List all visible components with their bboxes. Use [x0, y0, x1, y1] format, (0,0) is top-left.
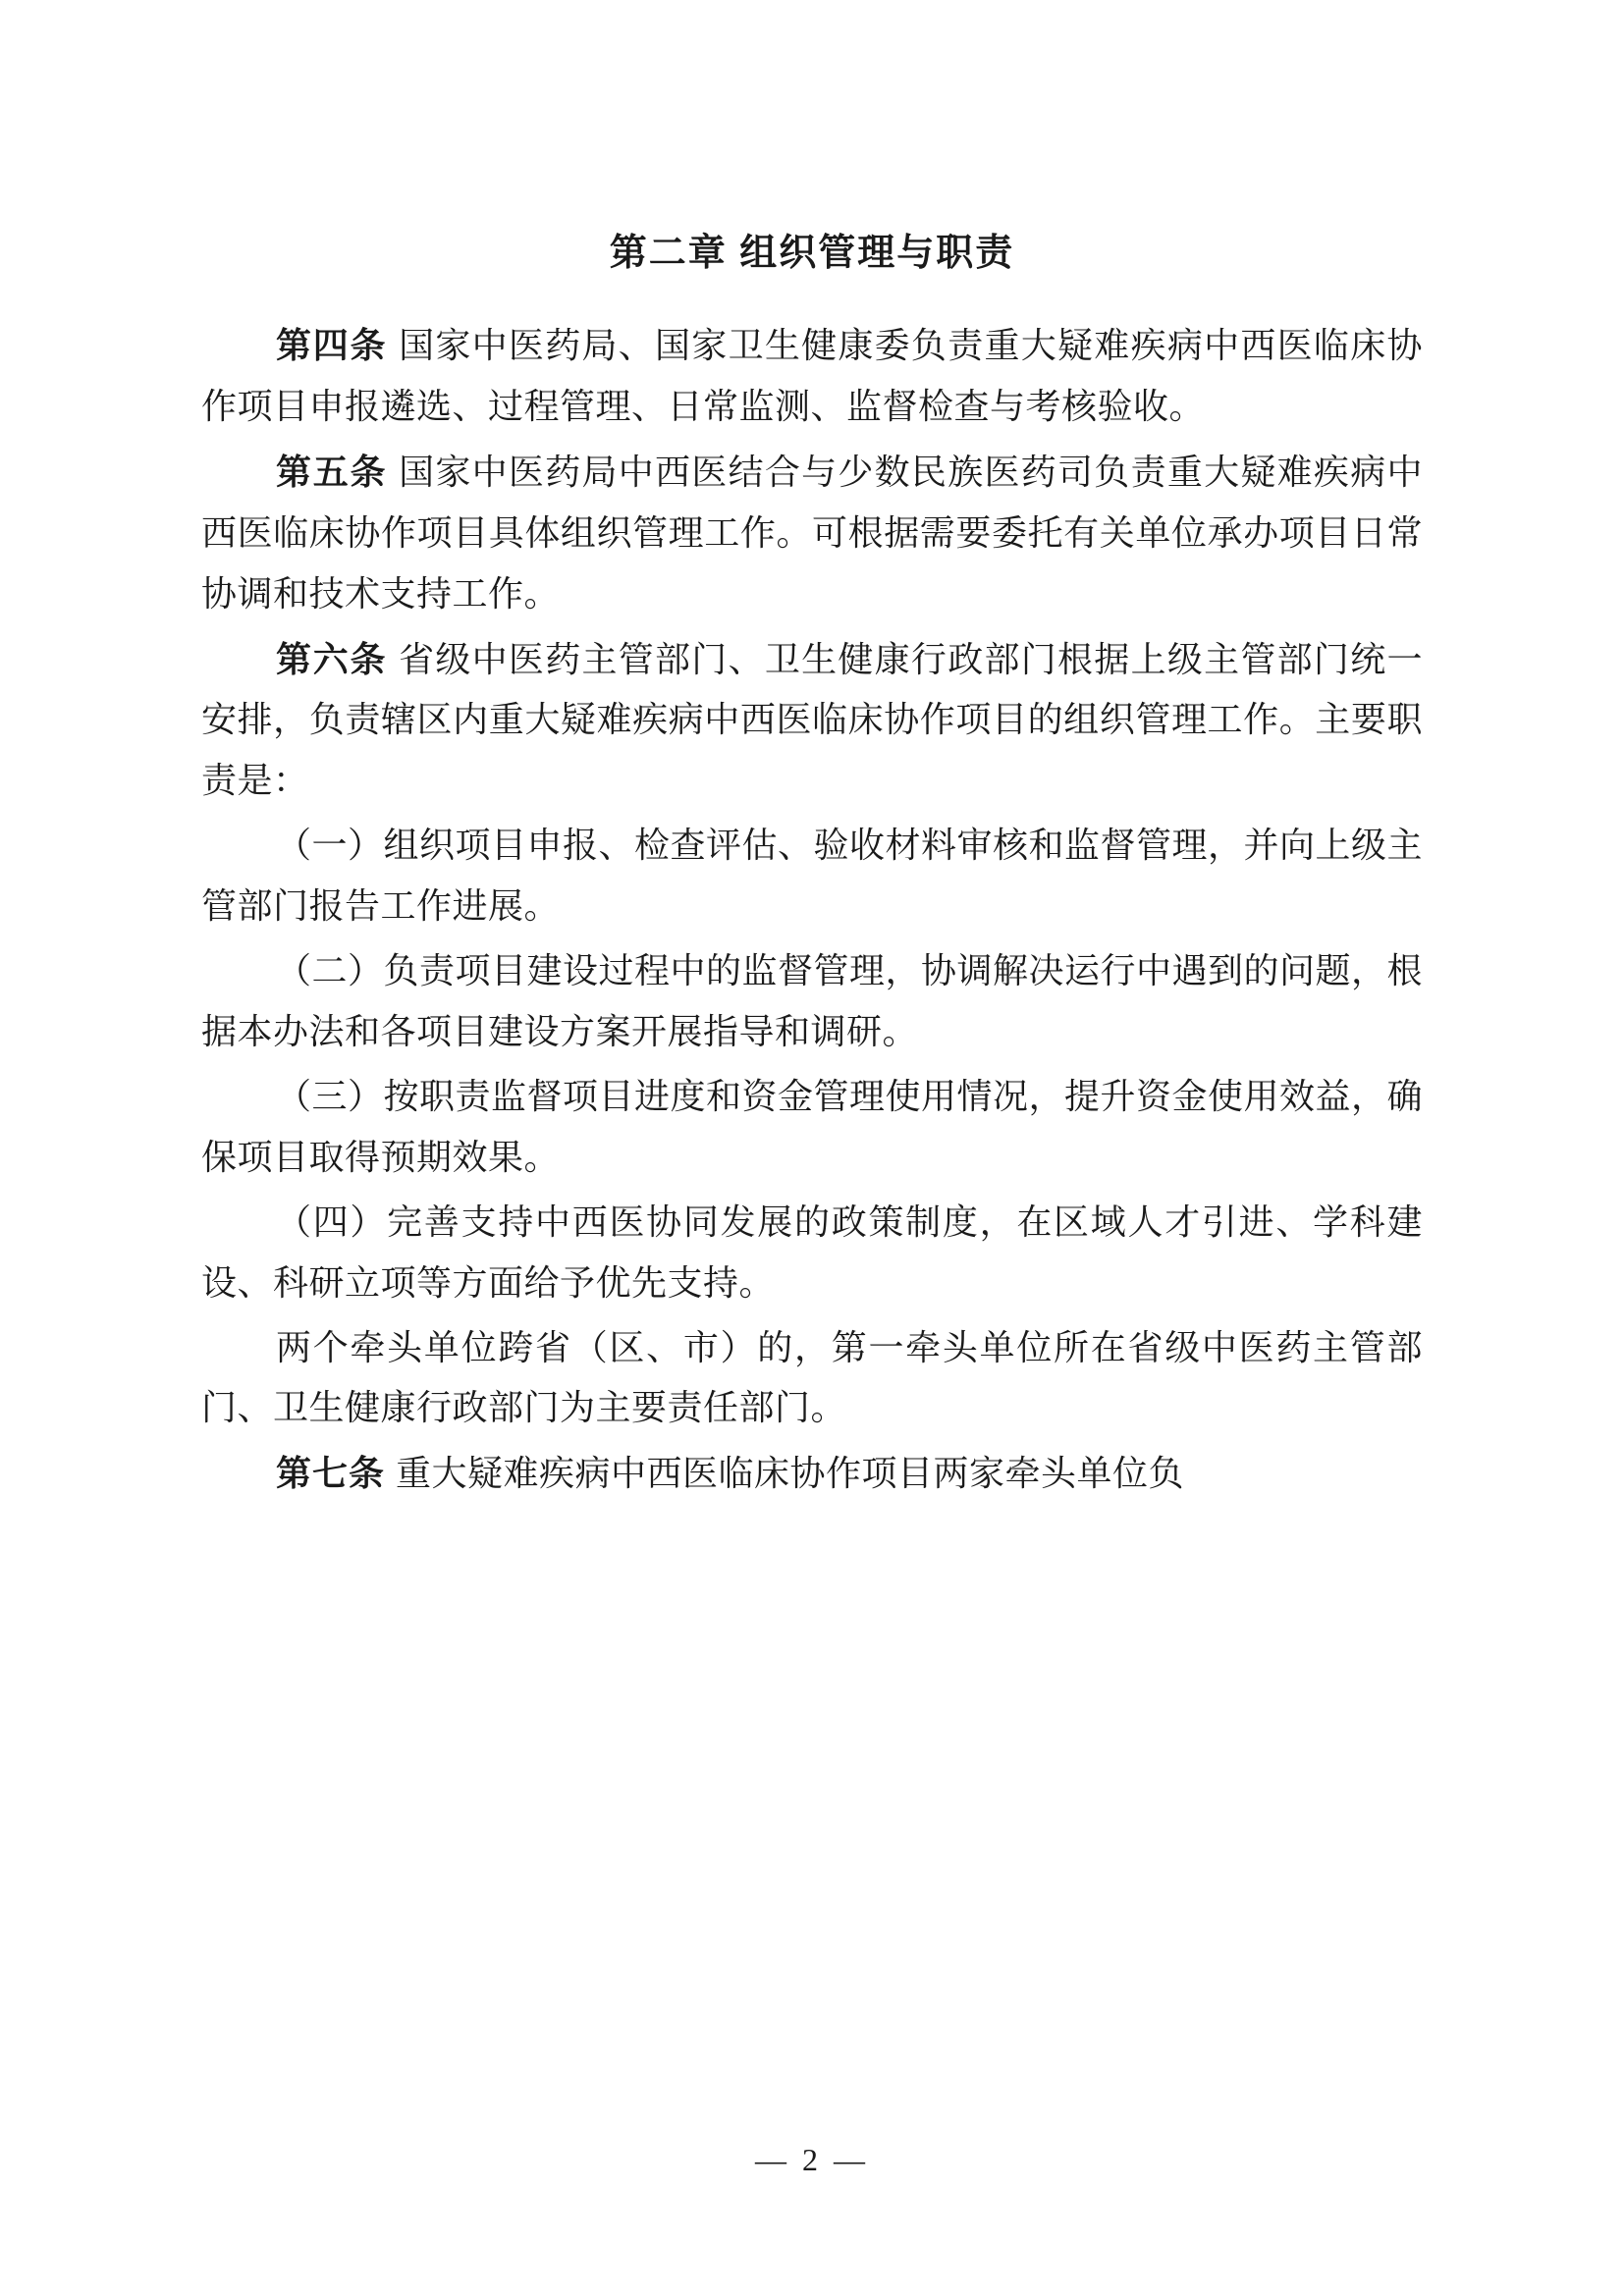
paragraph-article-4	[201, 315, 1423, 438]
article-label-4: 第四条	[276, 325, 388, 365]
paragraph-article-6	[201, 629, 1423, 813]
paragraph-article-7	[201, 1443, 1423, 1505]
paragraph-item-4: （四）完善支持中西医协同发展的政策制度，在区域人才引进、学科建设、科研立项等方面给予优先支持。	[201, 1201, 1423, 1303]
paragraph-item-2: （二）负责项目建设过程中的监督管理，协调解决运行中遇到的问题，根据本办法和各项目建设方案开展指导和调研。	[201, 951, 1424, 1051]
article-body-6: 省级中医药主管部门、卫生健康行政部门根据上级主管部门统一安排，负责辖区内重大疑难疾病中西医临床协作项目的组织管理工作。主要职责是：	[201, 639, 1423, 801]
article-label-7: 第七条	[276, 1453, 386, 1494]
page-number: — 2 —	[755, 2142, 869, 2177]
article-body-4: 国家中医药局、国家卫生健康委负责重大疑难疾病中西医临床协作项目申报遴选、过程管理、日常监测、监督检查与考核验收。	[201, 326, 1423, 426]
paragraph-article-5	[201, 442, 1423, 625]
article-label-6: 第六条	[276, 638, 388, 679]
article-body-5: 国家中医药局中西医结合与少数民族医药司负责重大疑难疾病中西医临床协作项目具体组织管理工作。可根据需要委托有关单位承办项目日常协调和技术支持工作。	[201, 452, 1423, 614]
paragraph-item-3: （三）按职责监督项目进度和资金管理使用情况，提升资金使用效益，确保项目取得预期效果。	[201, 1076, 1424, 1177]
paragraph-lead-unit-note: 两个牵头单位跨省（区、市）的，第一牵头单位所在省级中医药主管部门、卫生健康行政部门为主要责任部门。	[201, 1327, 1423, 1428]
article-body-7: 重大疑难疾病中西医临床协作项目两家牵头单位负	[396, 1454, 1185, 1494]
paragraph-item-1: （一）组织项目申报、检查评估、验收材料审核和监督管理，并向上级主管部门报告工作进展。	[201, 826, 1424, 927]
article-label-5: 第五条	[276, 451, 388, 492]
chapter-title: 第二章 组织管理与职责	[609, 233, 1015, 274]
